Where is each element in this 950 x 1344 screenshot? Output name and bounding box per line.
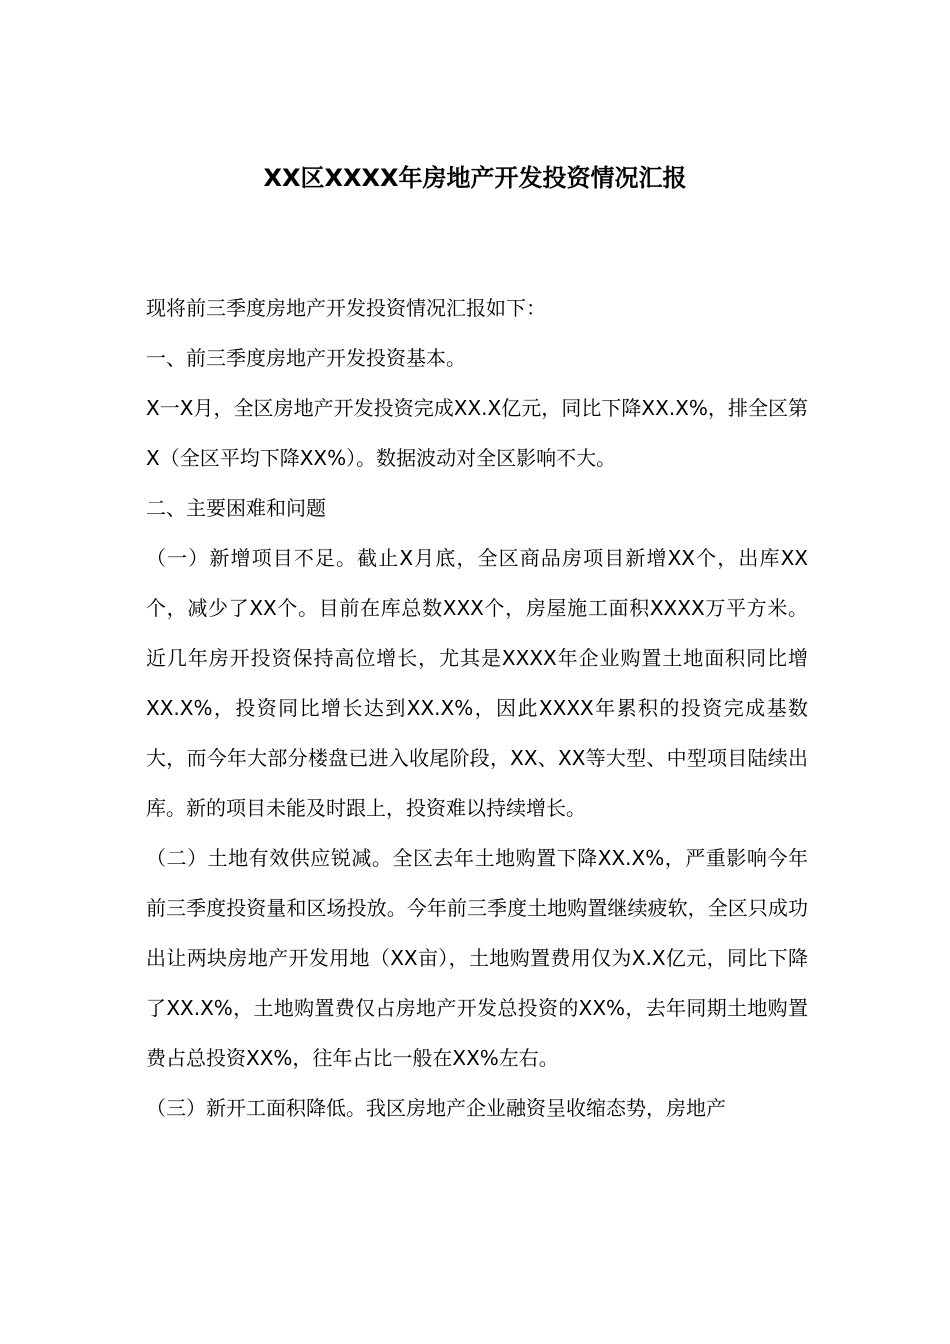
section-heading-2: 二、主要困难和问题 (146, 496, 326, 520)
document-title: XX区XXXX年房地产开发投资情况汇报 (263, 164, 687, 192)
paragraph-intro: 现将前三季度房地产开发投资情况汇报如下： (146, 296, 546, 320)
paragraph-investment-summary: X一X月，全区房地产开发投资完成XX.X亿元，同比下降XX.X%，排全区第X（全区平均下降XX%）。数据波动对全区影响不大。 (146, 396, 808, 470)
document-body (146, 283, 808, 1133)
paragraph-issue-3: （三）新开工面积降低。我区房地产企业融资呈收缩态势，房地产 (146, 1096, 726, 1120)
paragraph-issue-1: （一）新增项目不足。截止X月底，全区商品房项目新增XX个，出库XX个，减少了XX个。目前在库总数XXX个，房屋施工面积XXXX万平方米。近几年房开投资保持高位增长，尤其是XXXX年企业购置土地面积同比增XX.X%，投资同比增长达到XX.X%，因此XXXX年累积的投资完成基数大，而今年大部分楼盘已进入收尾阶段，XX、XX等大型、中型项目陆续出库。新的项目未能及时跟上，投资难以持续增长。 (146, 546, 808, 820)
paragraph-issue-2: （二）土地有效供应锐减。全区去年土地购置下降XX.X%，严重影响今年前三季度投资量和区场投放。今年前三季度土地购置继续疲软，全区只成功出让两块房地产开发用地（XX亩），土地购置费用仅为X.X亿元，同比下降了XX.X%，土地购置费仅占房地产开发总投资的XX%，去年同期土地购置费占总投资XX%，往年占比一般在XX%左右。 (146, 846, 808, 1070)
section-heading-1: 一、前三季度房地产开发投资基本。 (146, 346, 466, 370)
